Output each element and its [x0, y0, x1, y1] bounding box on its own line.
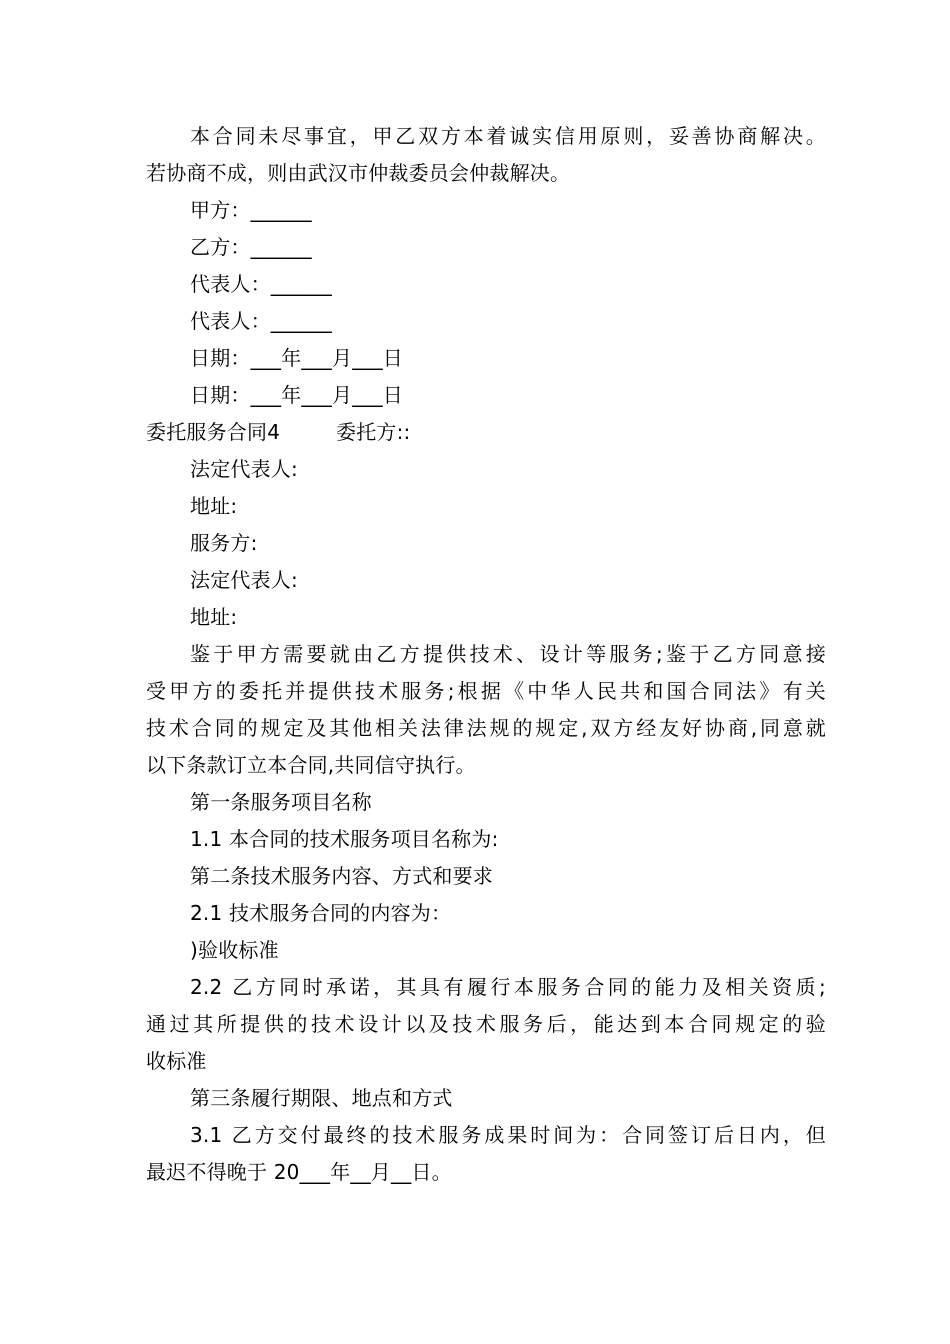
text-line: 法定代表人:	[190, 457, 298, 481]
text-line: 3.1 乙方交付最终的技术服务成果时间为：合同签订后日内，但	[190, 1123, 826, 1147]
text-line: 1.1 本合同的技术服务项目名称为:	[190, 827, 499, 851]
text-line: 日期：___年___月___日	[190, 346, 403, 370]
text-line: 代表人：______	[190, 272, 332, 296]
text-line: 服务方:	[190, 531, 258, 555]
text-line: 日期：___年___月___日	[190, 383, 403, 407]
text-line: 地址:	[190, 494, 238, 518]
text-line: 通过其所提供的技术设计以及技术服务后，能达到本合同规定的验	[146, 1012, 826, 1036]
text-line: 第二条技术服务内容、方式和要求	[190, 864, 493, 888]
text-line: 本合同未尽事宜，甲乙双方本着诚实信用原则，妥善协商解决。	[190, 124, 826, 148]
text-line: 以下条款订立本合同,共同信守执行。	[146, 753, 476, 777]
section-title: 委托服务合同4	[146, 420, 281, 444]
text-line: 代表人：______	[190, 309, 332, 333]
text-line: 乙方：______	[190, 235, 312, 259]
section-heading-row	[146, 414, 826, 451]
text-line: 受甲方的委托并提供技术服务;根据《中华人民共和国合同法》有关	[146, 679, 826, 703]
text-line: 地址:	[190, 605, 238, 629]
text-line: 甲方：______	[190, 198, 312, 222]
text-line: 最迟不得晚于 20___年__月__日。	[146, 1160, 452, 1184]
text-line: 技术合同的规定及其他相关法律法规的规定,双方经友好协商,同意就	[146, 716, 826, 740]
text-line: 若协商不成，则由武汉市仲裁委员会仲裁解决。	[146, 161, 571, 185]
text-line: 第一条服务项目名称	[190, 790, 372, 814]
text-line: 法定代表人:	[190, 568, 298, 592]
text-line: )验收标准	[190, 938, 279, 962]
text-line: 第三条履行期限、地点和方式	[190, 1086, 453, 1110]
text-line: 2.1 技术服务合同的内容为：	[190, 901, 452, 925]
party-label: 委托方::	[336, 420, 411, 444]
text-line: 2.2 乙方同时承诺，其具有履行本服务合同的能力及相关资质;	[190, 975, 826, 999]
document-body	[146, 118, 826, 1191]
text-line: 鉴于甲方需要就由乙方提供技术、设计等服务;鉴于乙方同意接	[190, 642, 826, 666]
text-line: 收标准	[146, 1049, 207, 1073]
